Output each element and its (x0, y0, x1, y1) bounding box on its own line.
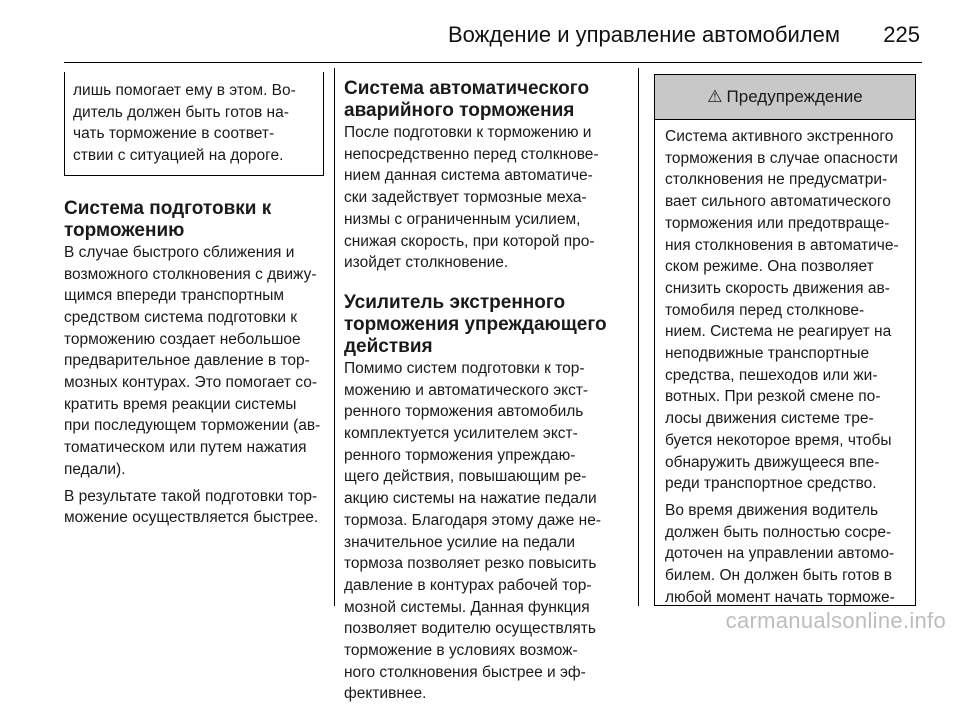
text-line: томатическом или путем нажатия (64, 439, 307, 457)
text-line: торможения или предотвраще- (665, 214, 890, 232)
text-line: возможного столкновения с движу- (64, 265, 317, 283)
text-line: непосредственно перед столкнове- (344, 145, 599, 163)
section-autonomous-braking (344, 78, 624, 274)
column-divider (334, 68, 335, 606)
heading-line: действия (344, 335, 433, 357)
header-divider (64, 62, 922, 63)
warning-title: Предупреждение (726, 87, 863, 107)
heading-line: аварийного торможения (344, 100, 575, 121)
page-header (0, 0, 960, 62)
section-heading (344, 292, 624, 358)
text-line: вает сильного автоматического (665, 193, 891, 211)
text-line: снижая скорость, при которой про- (344, 232, 595, 250)
section-heading (344, 78, 624, 122)
column-middle (344, 78, 624, 705)
text-line: мозных контурах. Это помогает со- (64, 374, 317, 392)
text-line: столкновения не предусматри- (665, 171, 888, 189)
text-line: томобиля перед столкнове- (665, 301, 865, 319)
text-line: любой момент начать торможе- (665, 588, 895, 606)
warning-header (655, 75, 915, 120)
text-line: ренного торможения автомобиль (344, 403, 584, 421)
warning-body (655, 120, 915, 606)
text-line: низмы с ограниченным усилием, (344, 210, 581, 228)
heading-line: Система подготовки к (64, 197, 272, 219)
text-line: нием данная система автоматиче- (344, 167, 593, 185)
text-line: вотных. При резкой смене по- (665, 388, 881, 406)
text-line: значительное усилие на педали (344, 533, 576, 551)
text-line: реди транспортное средство. (665, 475, 877, 493)
text-line: После подготовки к торможению и (344, 124, 592, 141)
text-line: Помимо систем подготовки к тор- (344, 359, 585, 377)
warning-box (654, 74, 916, 606)
text-line: торможение в условиях возмож- (344, 642, 578, 660)
text-line: изойдет столкновение. (344, 254, 509, 272)
text-line: мозной системы. Данная функция (344, 598, 590, 616)
text-line: средством система подготовки к (64, 308, 298, 326)
page-number: 225 (883, 22, 920, 47)
text-line: дитель должен быть готов на- (73, 103, 289, 121)
text-line: неподвижные транспортные (665, 345, 870, 363)
text-line: тормоза позволяет резко повысить (344, 555, 597, 573)
text-line: В случае быстрого сближения и (64, 243, 295, 261)
text-line: предварительное давление в тор- (64, 352, 310, 370)
text-line: ния столкновения в автоматиче- (665, 236, 899, 254)
text-line: снизить скорость движения ав- (665, 279, 890, 297)
text-line: буется некоторое время, чтобы (665, 431, 892, 449)
text-line: щего действия, повышающим ре- (344, 468, 587, 486)
text-line: ного столкновения быстрее и эф- (344, 663, 586, 681)
section-brake-prefill (64, 198, 324, 529)
page-title: Вождение и управление автомобилем (447, 22, 840, 47)
warning-triangle-icon: ⚠ (707, 87, 723, 107)
continued-warning-box (64, 72, 324, 176)
heading-line: Система автоматического (344, 78, 590, 99)
section-heading (64, 198, 324, 242)
text-line: позволяет водителю осуществлять (344, 620, 596, 638)
text-line: лосы движения системе тре- (665, 410, 874, 428)
text-line: педали). (64, 460, 126, 478)
paragraph (665, 500, 909, 606)
text-line: Система активного экстренного (665, 128, 894, 145)
text-line: лишь помогает ему в этом. Во- (73, 82, 296, 99)
text-line: ствии с ситуацией на дороге. (73, 147, 284, 165)
heading-line: торможению (64, 219, 185, 241)
watermark: carmanualsonline.info (725, 608, 946, 633)
text-line: чать торможение в соответ- (73, 125, 275, 143)
paragraph (64, 242, 324, 481)
text-line: обнаружить движущееся впе- (665, 453, 880, 471)
text-line: нием. Система не реагирует на (665, 323, 892, 341)
text-line: билем. Он должен быть готов в (665, 567, 893, 585)
text-line: тормоза. Благодаря этому даже не- (344, 511, 601, 529)
text-line: средства, пешеходов или жи- (665, 366, 878, 384)
text-line: фективнее. (344, 685, 427, 703)
column-divider (638, 68, 639, 606)
text-line: акцию системы на нажатие педали (344, 490, 597, 508)
paragraph (344, 358, 624, 705)
text-line: кратить время реакции системы (64, 395, 297, 413)
text-line: ренного торможения упреждаю- (344, 446, 576, 464)
paragraph (665, 126, 909, 495)
text-line: торможения в случае опасности (665, 149, 898, 167)
paragraph (344, 122, 624, 274)
text-line: торможению создает небольшое (64, 330, 301, 348)
text-line: можение осуществляется быстрее. (64, 509, 319, 527)
text-line: при последующем торможении (ав- (64, 417, 321, 435)
text-line: Во время движения водитель (665, 501, 879, 519)
text-line: ски задействует тормозные меха- (344, 189, 587, 207)
section-brake-assist (344, 292, 624, 705)
text-line: можению и автоматического экст- (344, 381, 589, 399)
text-line: ском режиме. Она позволяет (665, 258, 874, 276)
text-line: доточен на управлении автомо- (665, 545, 895, 563)
column-right (654, 74, 916, 606)
text-line: должен быть полностью сосре- (665, 523, 892, 541)
heading-line: торможения упреждающего (344, 313, 607, 335)
column-left (64, 72, 324, 529)
text-line: давление в контурах рабочей тор- (344, 576, 592, 594)
paragraph (64, 486, 324, 529)
text-line: комплектуется усилителем экст- (344, 425, 578, 443)
text-line: щимся впереди транспортным (64, 287, 285, 305)
heading-line: Усилитель экстренного (344, 291, 566, 313)
text-line: В результате такой подготовки тор- (64, 487, 318, 505)
